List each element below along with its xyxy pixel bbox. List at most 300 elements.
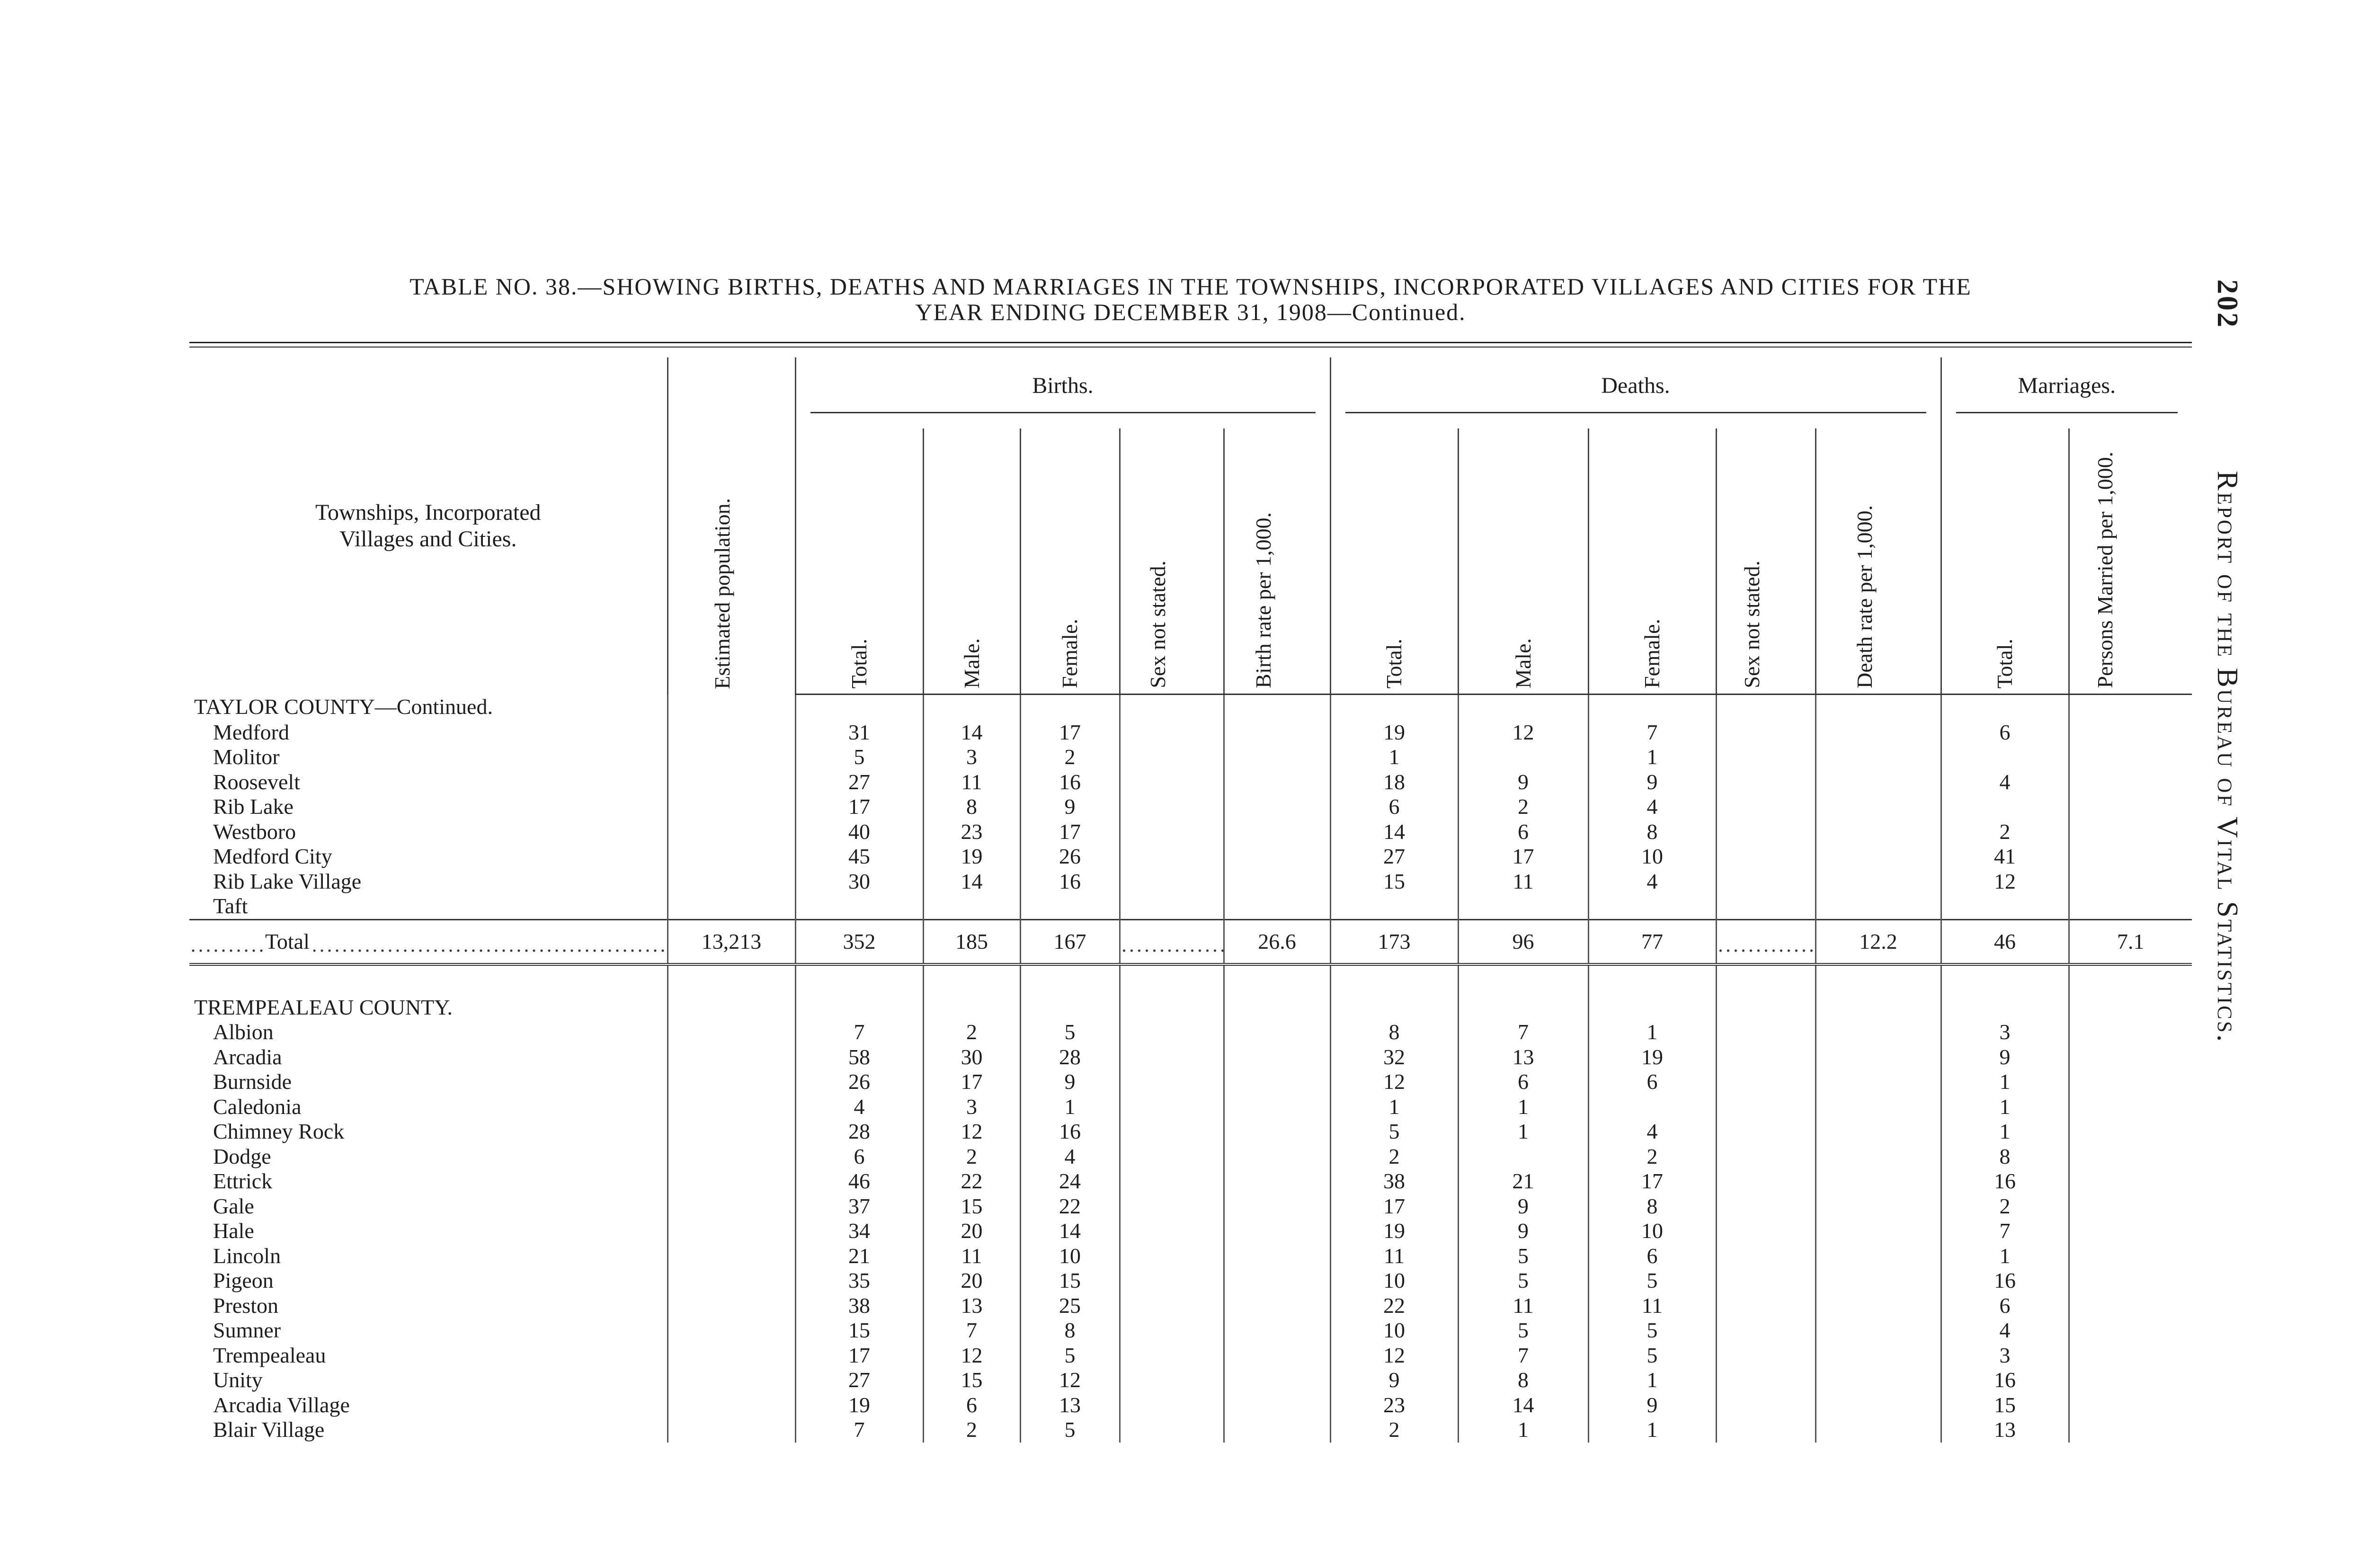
cell-marriages-total: 7 [1941,1219,2069,1244]
place-name: Medford [189,720,667,745]
total-births-sex-not-stated [1120,919,1224,964]
table-row [189,1417,2192,1443]
cell-deaths-female: 9 [1588,1393,1716,1418]
cell-births-sex-not-stated [1120,1169,1224,1194]
cell-deaths-total: 8 [1330,1020,1458,1045]
cell-deaths-sex-not-stated [1716,1293,1815,1319]
page-number: 202 [2211,279,2243,329]
table-row [189,894,2192,919]
cell-births-female: 2 [1020,745,1120,770]
table-row [189,745,2192,770]
cell-birth-rate [1224,1318,1330,1343]
cell-births-female: 28 [1020,1045,1120,1070]
cell-death-rate [1815,1318,1941,1343]
cell-births-male: 30 [923,1045,1020,1070]
table-row [189,820,2192,845]
cell-deaths-female: 19 [1588,1045,1716,1070]
cell-deaths-total: 27 [1330,844,1458,869]
cell-death-rate [1815,1169,1941,1194]
cell-deaths-sex-not-stated [1716,844,1815,869]
cell-births-female: 25 [1020,1293,1120,1319]
cell-deaths-sex-not-stated [1716,1343,1815,1368]
cell-births-sex-not-stated [1120,1069,1224,1095]
vital-statistics-table [189,357,2192,1443]
table-row [189,1343,2192,1368]
stub-header: Townships, Incorporated Villages and Cities. [315,499,541,552]
cell-deaths-male: 9 [1458,770,1588,795]
cell-deaths-sex-not-stated [1716,745,1815,770]
table-row [189,1244,2192,1269]
cell-population [667,1393,795,1418]
cell-population [667,820,795,845]
cell-births-sex-not-stated [1120,820,1224,845]
cell-births-total: 6 [795,1144,923,1169]
cell-population [667,1318,795,1343]
cell-deaths-total [1330,894,1458,919]
cell-population [667,1169,795,1194]
cell-death-rate [1815,794,1941,820]
title-line-1: TABLE NO. 38.—SHOWING BIRTHS, DEATHS AND MARRIAGES IN THE TOWNSHIPS, INCORPORATED VILLAGES AND CITIES FOR THE [409,273,1972,300]
cell-marriages-total: 12 [1941,869,2069,894]
place-name: Blair Village [189,1417,667,1443]
cell-births-male: 13 [923,1293,1020,1319]
place-name: Ettrick [189,1169,667,1194]
table-row [189,1020,2192,1045]
table-row [189,1144,2192,1169]
cell-births-total: 21 [795,1244,923,1269]
place-name: Westboro [189,820,667,845]
total-marriages: 46 [1941,919,2069,964]
cell-deaths-male: 1 [1458,1119,1588,1144]
cell-deaths-male: 17 [1458,844,1588,869]
cell-marriages-total: 8 [1941,1144,2069,1169]
cell-deaths-male: 13 [1458,1045,1588,1070]
cell-deaths-sex-not-stated [1716,1318,1815,1343]
total-row [189,919,2192,964]
cell-marriages-total: 1 [1941,1244,2069,1269]
cell-marriages-total: 6 [1941,1293,2069,1319]
col-header-population: Estimated population. [667,357,795,695]
place-name: Albion [189,1020,667,1045]
cell-death-rate [1815,869,1941,894]
cell-deaths-female: 10 [1588,1219,1716,1244]
cell-deaths-sex-not-stated [1716,794,1815,820]
cell-births-male: 12 [923,1343,1020,1368]
cell-marriages-total: 3 [1941,1343,2069,1368]
cell-marriages-total [1941,894,2069,919]
group-header-deaths: Deaths. [1330,357,1941,428]
cell-birth-rate [1224,1069,1330,1095]
total-births-female: 167 [1020,919,1120,964]
place-name: Hale [189,1219,667,1244]
cell-birth-rate [1224,745,1330,770]
cell-births-male: 11 [923,1244,1020,1269]
total-label: Total [189,919,667,964]
cell-death-rate [1815,1268,1941,1293]
cell-deaths-sex-not-stated [1716,1069,1815,1095]
cell-births-sex-not-stated [1120,1219,1224,1244]
cell-births-total [795,894,923,919]
cell-marriages-total: 1 [1941,1069,2069,1095]
running-head-text: Report of the Bureau of Vital Statistics. [2211,471,2243,1044]
cell-marriage-rate [2069,1144,2192,1169]
cell-deaths-female: 1 [1588,1020,1716,1045]
cell-births-sex-not-stated [1120,1119,1224,1144]
cell-births-male: 19 [923,844,1020,869]
cell-deaths-sex-not-stated [1716,869,1815,894]
cell-marriages-total: 16 [1941,1368,2069,1393]
cell-births-male: 3 [923,1095,1020,1120]
cell-deaths-total: 12 [1330,1343,1458,1368]
cell-population [667,1144,795,1169]
cell-births-female: 5 [1020,1020,1120,1045]
cell-marriage-rate [2069,894,2192,919]
cell-deaths-sex-not-stated [1716,894,1815,919]
table-row [189,1268,2192,1293]
cell-birth-rate [1224,1020,1330,1045]
cell-birth-rate [1224,1144,1330,1169]
cell-births-total: 7 [795,1417,923,1443]
cell-births-male: 20 [923,1268,1020,1293]
cell-marriage-rate [2069,1095,2192,1120]
cell-marriage-rate [2069,1318,2192,1343]
table-row [189,869,2192,894]
cell-deaths-total: 15 [1330,869,1458,894]
cell-deaths-sex-not-stated [1716,820,1815,845]
cell-births-male: 15 [923,1194,1020,1219]
cell-birth-rate [1224,844,1330,869]
cell-population [667,1119,795,1144]
cell-deaths-female: 5 [1588,1343,1716,1368]
cell-marriage-rate [2069,1194,2192,1219]
cell-deaths-total: 10 [1330,1318,1458,1343]
cell-birth-rate [1224,1343,1330,1368]
cell-deaths-female: 9 [1588,770,1716,795]
col-header-deaths-sex-not-stated: Sex not stated. [1716,428,1815,695]
place-name: Pigeon [189,1268,667,1293]
cell-marriage-rate [2069,1119,2192,1144]
cell-births-male: 2 [923,1020,1020,1045]
cell-births-female: 12 [1020,1368,1120,1393]
cell-marriage-rate [2069,1244,2192,1269]
cell-births-female: 16 [1020,869,1120,894]
cell-marriage-rate [2069,820,2192,845]
cell-births-sex-not-stated [1120,1393,1224,1418]
cell-births-female: 16 [1020,1119,1120,1144]
group-header-marriages: Marriages. [1941,357,2192,428]
cell-deaths-female: 1 [1588,745,1716,770]
cell-death-rate [1815,1293,1941,1319]
table-row [189,1318,2192,1343]
cell-death-rate [1815,894,1941,919]
cell-deaths-total: 22 [1330,1293,1458,1319]
col-header-births-total: Total. [795,428,923,695]
col-header-births-sex-not-stated: Sex not stated. [1120,428,1224,695]
cell-deaths-male: 11 [1458,869,1588,894]
cell-deaths-total: 38 [1330,1169,1458,1194]
cell-deaths-female: 6 [1588,1244,1716,1269]
cell-births-female: 26 [1020,844,1120,869]
cell-marriage-rate [2069,794,2192,820]
cell-marriage-rate [2069,1393,2192,1418]
cell-population [667,1244,795,1269]
cell-death-rate [1815,844,1941,869]
cell-deaths-sex-not-stated [1716,1417,1815,1443]
cell-marriages-total: 13 [1941,1417,2069,1443]
cell-births-total: 26 [795,1069,923,1095]
cell-population [667,1095,795,1120]
cell-marriages-total: 1 [1941,1095,2069,1120]
place-name: Rib Lake Village [189,869,667,894]
cell-births-total: 38 [795,1293,923,1319]
trempealeau-county-section [189,995,2192,1443]
cell-birth-rate [1224,1045,1330,1070]
cell-deaths-female: 6 [1588,1069,1716,1095]
cell-death-rate [1815,1069,1941,1095]
cell-births-sex-not-stated [1120,1318,1224,1343]
cell-marriages-total: 2 [1941,820,2069,845]
cell-births-female: 14 [1020,1219,1120,1244]
cell-births-total: 27 [795,1368,923,1393]
cell-births-sex-not-stated [1120,745,1224,770]
cell-deaths-female: 2 [1588,1144,1716,1169]
cell-marriage-rate [2069,1020,2192,1045]
cell-deaths-female: 4 [1588,869,1716,894]
title-line-2: YEAR ENDING DECEMBER 31, 1908—Continued. [915,299,1466,325]
cell-deaths-male: 12 [1458,720,1588,745]
cell-deaths-total: 1 [1330,745,1458,770]
cell-deaths-total: 2 [1330,1144,1458,1169]
table-row [189,1069,2192,1095]
cell-birth-rate [1224,894,1330,919]
cell-births-male: 3 [923,745,1020,770]
cell-births-male: 15 [923,1368,1020,1393]
cell-births-sex-not-stated [1120,1293,1224,1319]
cell-marriage-rate [2069,1293,2192,1319]
table-row [189,1095,2192,1120]
cell-death-rate [1815,1368,1941,1393]
cell-deaths-total: 12 [1330,1069,1458,1095]
cell-births-total: 17 [795,794,923,820]
cell-marriages-total: 3 [1941,1020,2069,1045]
place-name: Arcadia Village [189,1393,667,1418]
cell-deaths-female: 11 [1588,1293,1716,1319]
cell-births-total: 46 [795,1169,923,1194]
cell-births-total: 58 [795,1045,923,1070]
cell-births-female: 9 [1020,1069,1120,1095]
cell-population [667,745,795,770]
place-name: Taft [189,894,667,919]
cell-population [667,1194,795,1219]
cell-births-sex-not-stated [1120,1244,1224,1269]
cell-deaths-female [1588,1095,1716,1120]
county-heading: TREMPEALEAU COUNTY. [194,995,453,1019]
cell-births-male: 2 [923,1417,1020,1443]
cell-deaths-male: 9 [1458,1194,1588,1219]
place-name: Caledonia [189,1095,667,1120]
cell-death-rate [1815,1095,1941,1120]
total-deaths-female: 77 [1588,919,1716,964]
cell-marriages-total: 15 [1941,1393,2069,1418]
cell-births-sex-not-stated [1120,1144,1224,1169]
cell-births-total: 45 [795,844,923,869]
cell-population [667,869,795,894]
cell-births-total: 4 [795,1095,923,1120]
cell-deaths-total: 18 [1330,770,1458,795]
cell-death-rate [1815,1393,1941,1418]
cell-deaths-total: 14 [1330,820,1458,845]
cell-marriages-total: 1 [1941,1119,2069,1144]
col-header-deaths-female: Female. [1588,428,1716,695]
cell-birth-rate [1224,1119,1330,1144]
place-name: Roosevelt [189,770,667,795]
cell-marriages-total: 4 [1941,1318,2069,1343]
place-name: Preston [189,1293,667,1319]
cell-birth-rate [1224,1169,1330,1194]
cell-deaths-female: 4 [1588,794,1716,820]
cell-deaths-sex-not-stated [1716,1244,1815,1269]
cell-marriage-rate [2069,1069,2192,1095]
cell-deaths-total: 17 [1330,1194,1458,1219]
total-marriage-rate: 7.1 [2069,919,2192,964]
cell-birth-rate [1224,1368,1330,1393]
table-row [189,1119,2192,1144]
cell-births-sex-not-stated [1120,844,1224,869]
cell-deaths-male: 14 [1458,1393,1588,1418]
cell-deaths-sex-not-stated [1716,1368,1815,1393]
cell-births-female [1020,894,1120,919]
place-name: Chimney Rock [189,1119,667,1144]
cell-deaths-female [1588,894,1716,919]
cell-deaths-female: 4 [1588,1119,1716,1144]
col-header-deaths-male: Male. [1458,428,1588,695]
cell-births-total: 31 [795,720,923,745]
place-name: Gale [189,1194,667,1219]
cell-marriage-rate [2069,720,2192,745]
cell-marriage-rate [2069,869,2192,894]
cell-births-female: 9 [1020,794,1120,820]
table-row [189,1045,2192,1070]
cell-population [667,1219,795,1244]
cell-births-sex-not-stated [1120,794,1224,820]
cell-births-male [923,894,1020,919]
cell-deaths-sex-not-stated [1716,1020,1815,1045]
taylor-county-section [189,695,2192,920]
cell-births-total: 19 [795,1393,923,1418]
cell-deaths-female: 8 [1588,1194,1716,1219]
cell-death-rate [1815,1045,1941,1070]
cell-marriage-rate [2069,1219,2192,1244]
total-deaths-sex-not-stated [1716,919,1815,964]
cell-births-sex-not-stated [1120,720,1224,745]
total-deaths-male: 96 [1458,919,1588,964]
cell-marriage-rate [2069,1343,2192,1368]
col-header-births-female: Female. [1020,428,1120,695]
total-births: 352 [795,919,923,964]
cell-deaths-sex-not-stated [1716,1268,1815,1293]
cell-deaths-sex-not-stated [1716,1194,1815,1219]
col-header-birth-rate: Birth rate per 1,000. [1224,428,1330,695]
cell-births-sex-not-stated [1120,894,1224,919]
cell-marriages-total: 2 [1941,1194,2069,1219]
cell-deaths-male: 5 [1458,1268,1588,1293]
place-name: Arcadia [189,1045,667,1070]
cell-deaths-sex-not-stated [1716,1393,1815,1418]
cell-births-female: 17 [1020,720,1120,745]
cell-marriage-rate [2069,844,2192,869]
cell-births-male: 11 [923,770,1020,795]
cell-births-male: 14 [923,869,1020,894]
cell-births-male: 20 [923,1219,1020,1244]
table-row [189,1368,2192,1393]
cell-marriages-total: 4 [1941,770,2069,795]
cell-population [667,1417,795,1443]
table-row [189,1169,2192,1194]
cell-population [667,794,795,820]
cell-births-sex-not-stated [1120,1343,1224,1368]
cell-deaths-female: 7 [1588,720,1716,745]
running-head [2211,279,2258,1274]
cell-death-rate [1815,1244,1941,1269]
cell-births-female: 5 [1020,1343,1120,1368]
place-name: Burnside [189,1069,667,1095]
cell-birth-rate [1224,1219,1330,1244]
cell-marriage-rate [2069,1417,2192,1443]
cell-birth-rate [1224,1417,1330,1443]
cell-birth-rate [1224,1194,1330,1219]
cell-deaths-male [1458,894,1588,919]
cell-births-sex-not-stated [1120,770,1224,795]
table-row [189,1293,2192,1319]
table-title [189,274,2192,325]
cell-deaths-female: 5 [1588,1318,1716,1343]
cell-population [667,1293,795,1319]
cell-marriages-total [1941,794,2069,820]
cell-birth-rate [1224,1393,1330,1418]
cell-births-female: 13 [1020,1393,1120,1418]
cell-deaths-male [1458,745,1588,770]
total-death-rate: 12.2 [1815,919,1941,964]
cell-marriages-total: 16 [1941,1268,2069,1293]
cell-marriages-total [1941,745,2069,770]
cell-births-sex-not-stated [1120,1045,1224,1070]
place-name: Unity [189,1368,667,1393]
cell-births-male: 17 [923,1069,1020,1095]
county-heading-row [189,695,2192,720]
cell-births-sex-not-stated [1120,1268,1224,1293]
cell-births-total: 40 [795,820,923,845]
cell-population [667,1368,795,1393]
cell-deaths-sex-not-stated [1716,1219,1815,1244]
cell-births-female: 22 [1020,1194,1120,1219]
table-row [189,720,2192,745]
title-rule [189,342,2192,343]
cell-deaths-male [1458,1144,1588,1169]
cell-births-total: 37 [795,1194,923,1219]
cell-deaths-male: 7 [1458,1343,1588,1368]
cell-births-male: 2 [923,1144,1020,1169]
table-row [189,770,2192,795]
total-births-male: 185 [923,919,1020,964]
cell-births-total: 28 [795,1119,923,1144]
cell-deaths-female: 17 [1588,1169,1716,1194]
cell-births-female: 4 [1020,1144,1120,1169]
cell-births-total: 27 [795,770,923,795]
cell-death-rate [1815,1119,1941,1144]
cell-deaths-total: 2 [1330,1417,1458,1443]
cell-marriages-total: 16 [1941,1169,2069,1194]
cell-deaths-male: 8 [1458,1368,1588,1393]
